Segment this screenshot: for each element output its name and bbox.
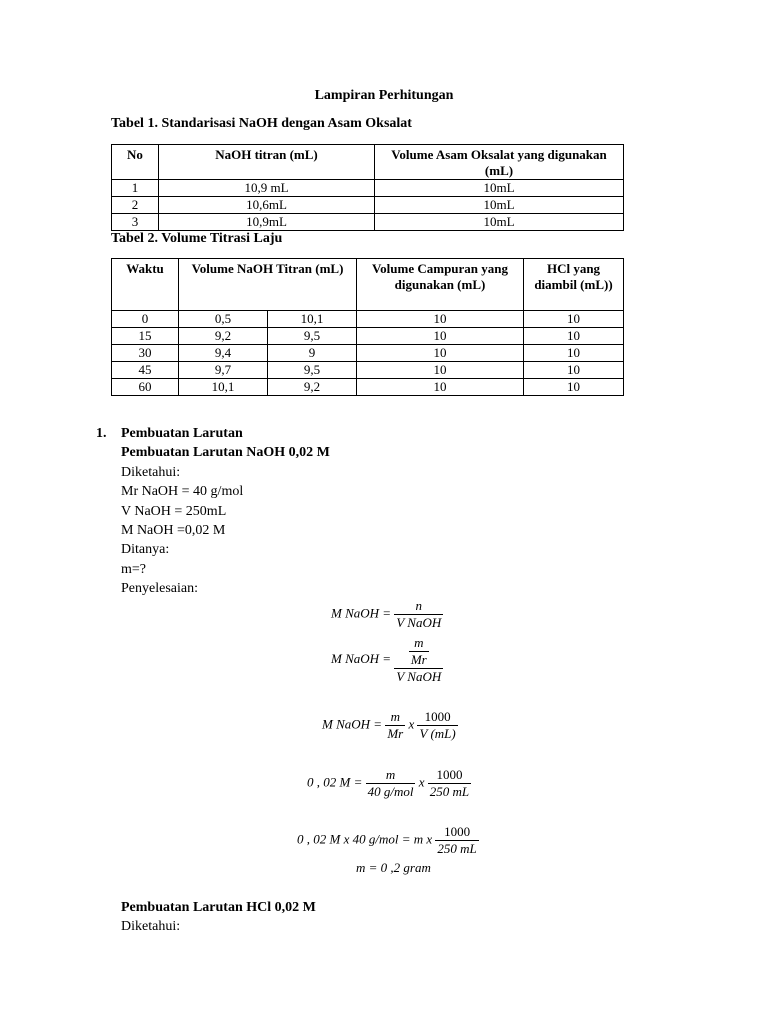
table-cell: 9,7 xyxy=(179,362,268,379)
denominator: 40 g/mol xyxy=(367,784,414,799)
numerator: n xyxy=(415,598,423,613)
equation-lhs: M NaOH = xyxy=(331,650,392,666)
denominator: V (mL) xyxy=(419,726,456,741)
table-row xyxy=(112,197,624,214)
equation-5 xyxy=(297,824,479,857)
table2 xyxy=(111,258,624,396)
table-cell: 10 xyxy=(524,345,624,362)
equation-4 xyxy=(307,767,471,800)
table-cell: 10 xyxy=(357,345,524,362)
fraction xyxy=(394,598,443,631)
table-cell: 10 xyxy=(357,379,524,396)
fraction xyxy=(417,709,457,742)
section-subheading: Pembuatan Larutan NaOH 0,02 M xyxy=(121,445,330,461)
table2-caption: Tabel 2. Volume Titrasi Laju xyxy=(111,231,283,246)
denominator: V NaOH xyxy=(396,669,442,684)
table-cell: 10mL xyxy=(375,197,624,214)
numerator: m xyxy=(385,767,396,782)
equation-3 xyxy=(322,709,458,742)
numerator: 1000 xyxy=(436,767,463,782)
table1 xyxy=(111,144,624,231)
equation-lhs: 0 , 02 M x 40 g/mol = m x xyxy=(297,831,433,847)
table-cell: 10 xyxy=(357,362,524,379)
table2-header: Volume NaOH Titran (mL) xyxy=(179,259,357,311)
fraction xyxy=(385,709,405,742)
table-row xyxy=(112,311,624,328)
table-cell: 10 xyxy=(357,328,524,345)
fraction xyxy=(366,767,416,800)
table-cell: 9 xyxy=(268,345,357,362)
table-cell: 3 xyxy=(112,214,159,231)
table-cell: 10 xyxy=(524,362,624,379)
table-cell: 10,1 xyxy=(179,379,268,396)
equation-2 xyxy=(331,635,443,685)
given-label: Diketahui: xyxy=(121,919,181,935)
inner-fraction xyxy=(409,635,429,668)
denominator: 250 mL xyxy=(437,841,477,856)
table-cell: 9,5 xyxy=(268,328,357,345)
table-cell: 10,9mL xyxy=(159,214,375,231)
given-line: Mr NaOH = 40 g/mol xyxy=(121,484,244,500)
given-label: Diketahui: xyxy=(121,464,181,480)
inner-denominator: Mr xyxy=(410,652,427,667)
table-cell: 10 xyxy=(524,311,624,328)
fraction xyxy=(435,824,478,857)
table1-header: NaOH titran (mL) xyxy=(159,145,375,180)
table-cell: 1 xyxy=(112,180,159,197)
table-cell: 0 xyxy=(112,311,179,328)
section-subheading: Pembuatan Larutan HCl 0,02 M xyxy=(121,900,316,915)
table-cell: 9,2 xyxy=(179,328,268,345)
section-pembuatan-larutan xyxy=(96,424,716,599)
table-cell: 10 xyxy=(357,311,524,328)
table2-header: HCl yang diambil (mL)) xyxy=(524,259,624,311)
table-cell: 15 xyxy=(112,328,179,345)
asked-line: m=? xyxy=(121,561,146,577)
table2-header: Waktu xyxy=(112,259,179,311)
table1-header: Volume Asam Oksalat yang digunakan (mL) xyxy=(375,145,624,180)
table-cell: 10mL xyxy=(375,214,624,231)
denominator: Mr xyxy=(387,726,404,741)
table-cell: 45 xyxy=(112,362,179,379)
equation-lhs: 0 , 02 M = xyxy=(307,774,363,790)
table-row xyxy=(112,345,624,362)
table-cell: 30 xyxy=(112,345,179,362)
denominator: V NaOH xyxy=(396,615,442,630)
fraction xyxy=(394,635,443,685)
table-cell: 0,5 xyxy=(179,311,268,328)
table-cell: 10 xyxy=(524,328,624,345)
page-title: Lampiran Perhitungan xyxy=(314,88,454,103)
table-row xyxy=(112,362,624,379)
multiply-operator: x xyxy=(408,716,415,732)
table-row xyxy=(112,328,624,345)
table-cell: 10,1 xyxy=(268,311,357,328)
table-row xyxy=(112,180,624,197)
table-row xyxy=(112,214,624,231)
multiply-operator: x xyxy=(418,774,425,790)
fraction xyxy=(428,767,471,800)
table-cell: 60 xyxy=(112,379,179,396)
equation-6: m = 0 ,2 gram xyxy=(356,860,431,875)
numerator: 1000 xyxy=(444,824,471,839)
equation-lhs: M NaOH = xyxy=(322,716,383,732)
section-number: 1. xyxy=(96,426,107,441)
table-cell: 10,9 mL xyxy=(159,180,375,197)
table-cell: 9,2 xyxy=(268,379,357,396)
table1-caption: Tabel 1. Standarisasi NaOH dengan Asam Oksalat xyxy=(111,116,412,131)
denominator: 250 mL xyxy=(429,784,470,799)
table1-header: No xyxy=(112,145,159,180)
equation-lhs: M NaOH = xyxy=(331,605,392,621)
asked-label: Ditanya: xyxy=(121,542,170,558)
table-cell: 9,4 xyxy=(179,345,268,362)
numerator: 1000 xyxy=(424,709,451,724)
solution-label: Penyelesaian: xyxy=(121,581,198,597)
given-line: V NaOH = 250mL xyxy=(121,503,227,519)
equation-1 xyxy=(331,598,443,631)
section-heading: Pembuatan Larutan xyxy=(121,426,243,441)
given-line: M NaOH =0,02 M xyxy=(121,523,226,539)
section-hcl xyxy=(121,898,721,937)
table-row xyxy=(112,379,624,396)
table-cell: 10 xyxy=(524,379,624,396)
numerator: m xyxy=(390,709,400,724)
table2-header: Volume Campuran yang digunakan (mL) xyxy=(357,259,524,311)
table-cell: 9,5 xyxy=(268,362,357,379)
inner-numerator: m xyxy=(414,635,424,650)
table-cell: 2 xyxy=(112,197,159,214)
numerator xyxy=(394,635,443,668)
table-cell: 10,6mL xyxy=(159,197,375,214)
table-cell: 10mL xyxy=(375,180,624,197)
